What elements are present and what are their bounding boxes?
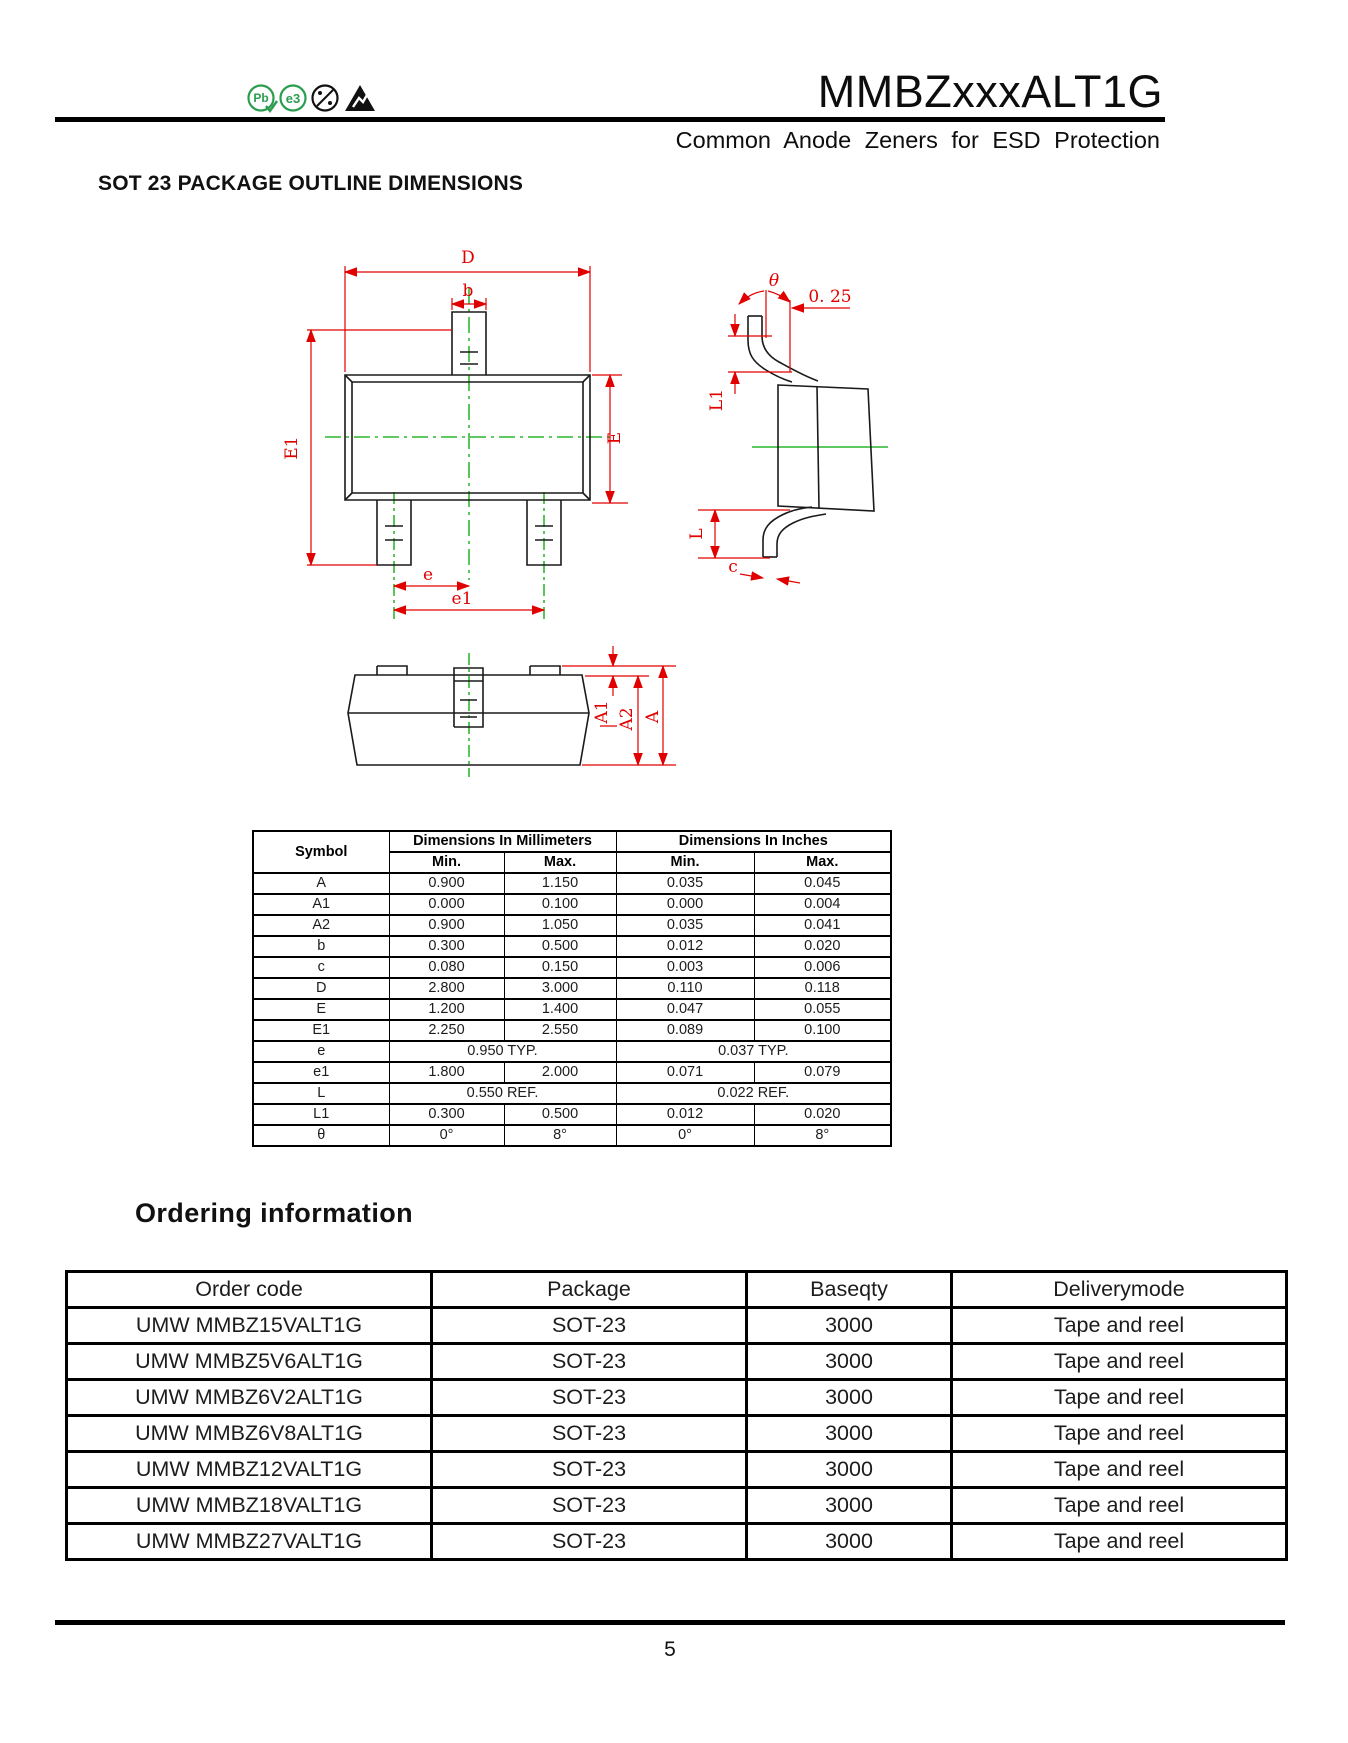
section-title: SOT 23 PACKAGE OUTLINE DIMENSIONS — [98, 172, 524, 195]
table-cell: 0.071 — [616, 1062, 754, 1083]
pb-label: Pb — [253, 91, 269, 105]
table-row — [253, 936, 891, 957]
table-cell: SOT-23 — [432, 1488, 747, 1524]
dim-label-A2: A2 — [617, 707, 637, 731]
table-row — [253, 1104, 891, 1125]
table-cell: SOT-23 — [432, 1344, 747, 1380]
table-cell: b — [253, 936, 389, 957]
dim-label-c: c — [728, 557, 738, 577]
col-group-mm: Dimensions In Millimeters — [389, 831, 616, 852]
table-cell: 0.079 — [754, 1062, 891, 1083]
dim-label-b: b — [462, 281, 474, 301]
table-cell: 2.550 — [504, 1020, 616, 1041]
col-header-order-code: Order code — [67, 1272, 432, 1308]
table-cell: 0.012 — [616, 936, 754, 957]
table-cell: 1.200 — [389, 999, 504, 1020]
table-cell: 0.080 — [389, 957, 504, 978]
table-cell: 1.400 — [504, 999, 616, 1020]
page-number: 5 — [664, 1638, 676, 1661]
table-cell: 0.550 REF. — [389, 1083, 616, 1104]
table-cell: 0.003 — [616, 957, 754, 978]
table-cell: 0.500 — [504, 936, 616, 957]
table-cell: 2.000 — [504, 1062, 616, 1083]
document-subtitle: Common Anode Zeners for ESD Protection — [675, 127, 1160, 153]
e3-label: e3 — [285, 91, 301, 106]
table-cell: 0.006 — [754, 957, 891, 978]
table-cell: 0.020 — [754, 936, 891, 957]
table-cell: 0.089 — [616, 1020, 754, 1041]
table-cell: Tape and reel — [952, 1452, 1287, 1488]
table-row — [253, 915, 891, 936]
table-cell: 3000 — [747, 1452, 952, 1488]
table-cell: 8° — [754, 1125, 891, 1146]
ordering-heading: Ordering information — [135, 1198, 413, 1228]
table-cell: 0.047 — [616, 999, 754, 1020]
table-cell: 0.900 — [389, 915, 504, 936]
compliance-logos — [246, 82, 386, 121]
table-row — [67, 1380, 1287, 1416]
table-cell: UMW MMBZ6V2ALT1G — [67, 1380, 432, 1416]
dim-label-E1: E1 — [282, 436, 302, 460]
col-header-deliverymode: Deliverymode — [952, 1272, 1287, 1308]
table-cell: Tape and reel — [952, 1488, 1287, 1524]
table-row — [67, 1272, 1287, 1308]
table-row — [253, 1062, 891, 1083]
table-cell: 0° — [616, 1125, 754, 1146]
col-header-in-max: Max. — [754, 852, 891, 873]
table-cell: 8° — [504, 1125, 616, 1146]
table-cell: 0.041 — [754, 915, 891, 936]
dimension-lines — [307, 266, 850, 765]
dim-label-offset: 0. 25 — [808, 287, 852, 307]
table-cell: SOT-23 — [432, 1524, 747, 1560]
table-cell: 1.050 — [504, 915, 616, 936]
table-cell: 0.110 — [616, 978, 754, 999]
dim-label-E: E — [605, 431, 625, 445]
table-row — [253, 1020, 891, 1041]
table-cell: L — [253, 1083, 389, 1104]
table-cell: 3000 — [747, 1488, 952, 1524]
table-cell: 0.000 — [616, 894, 754, 915]
dim-label-D: D — [461, 248, 475, 268]
table-cell: 1.800 — [389, 1062, 504, 1083]
table-cell: UMW MMBZ6V8ALT1G — [67, 1416, 432, 1452]
table-cell: 2.250 — [389, 1020, 504, 1041]
table-cell: UMW MMBZ15VALT1G — [67, 1308, 432, 1344]
table-cell: e — [253, 1041, 389, 1062]
esd-warning-icon — [345, 85, 375, 111]
table-row — [253, 894, 891, 915]
col-header-in-min: Min. — [616, 852, 754, 873]
table-cell: SOT-23 — [432, 1380, 747, 1416]
table-cell: E1 — [253, 1020, 389, 1041]
table-cell: 0.118 — [754, 978, 891, 999]
table-cell: E — [253, 999, 389, 1020]
table-cell: UMW MMBZ27VALT1G — [67, 1524, 432, 1560]
table-cell: 0° — [389, 1125, 504, 1146]
table-cell: 1.150 — [504, 873, 616, 894]
table-cell: 0.055 — [754, 999, 891, 1020]
table-cell: 0.300 — [389, 936, 504, 957]
dim-label-e: e — [422, 565, 434, 585]
table-cell: 0.004 — [754, 894, 891, 915]
table-row — [253, 1125, 891, 1146]
table-row — [67, 1524, 1287, 1560]
table-cell: 0.300 — [389, 1104, 504, 1125]
table-cell: 0.950 TYP. — [389, 1041, 616, 1062]
table-cell: 0.045 — [754, 873, 891, 894]
table-row — [67, 1416, 1287, 1452]
table-cell: 0.500 — [504, 1104, 616, 1125]
table-cell: A2 — [253, 915, 389, 936]
col-header-baseqty: Baseqty — [747, 1272, 952, 1308]
dim-label-L: L — [687, 528, 707, 540]
table-cell: 0.022 REF. — [616, 1083, 891, 1104]
table-row — [67, 1344, 1287, 1380]
table-cell: 3000 — [747, 1524, 952, 1560]
table-cell: UMW MMBZ18VALT1G — [67, 1488, 432, 1524]
table-cell: 0.150 — [504, 957, 616, 978]
document-title: MMBZxxxALT1G — [817, 66, 1163, 117]
table-cell: D — [253, 978, 389, 999]
table-cell: L1 — [253, 1104, 389, 1125]
table-cell: θ — [253, 1125, 389, 1146]
col-header-mm-max: Max. — [504, 852, 616, 873]
package-outline-drawing — [0, 225, 1348, 800]
table-cell: 2.800 — [389, 978, 504, 999]
col-header-mm-min: Min. — [389, 852, 504, 873]
table-cell: UMW MMBZ12VALT1G — [67, 1452, 432, 1488]
table-cell: e1 — [253, 1062, 389, 1083]
table-row — [253, 999, 891, 1020]
table-row — [67, 1488, 1287, 1524]
table-cell: 0.012 — [616, 1104, 754, 1125]
table-row — [67, 1308, 1287, 1344]
table-row — [67, 1452, 1287, 1488]
table-cell: c — [253, 957, 389, 978]
table-cell: A1 — [253, 894, 389, 915]
table-cell: 3000 — [747, 1308, 952, 1344]
dim-label-L1: L1 — [707, 388, 727, 412]
table-cell: 3000 — [747, 1344, 952, 1380]
table-cell: Tape and reel — [952, 1524, 1287, 1560]
ordering-table — [65, 1270, 1288, 1561]
table-cell: Tape and reel — [952, 1308, 1287, 1344]
table-cell: 3000 — [747, 1416, 952, 1452]
header-rule — [55, 117, 1165, 122]
footer-rule — [55, 1620, 1285, 1625]
table-cell: 0.037 TYP. — [616, 1041, 891, 1062]
e3-icon — [281, 86, 306, 111]
dimensions-table — [252, 830, 892, 1147]
table-row — [253, 873, 891, 894]
table-cell: Tape and reel — [952, 1380, 1287, 1416]
table-row — [253, 1041, 891, 1062]
table-cell: 0.100 — [754, 1020, 891, 1041]
table-row — [253, 1083, 891, 1104]
table-cell: SOT-23 — [432, 1308, 747, 1344]
table-cell: 0.100 — [504, 894, 616, 915]
table-cell: 3.000 — [504, 978, 616, 999]
table-cell: SOT-23 — [432, 1452, 747, 1488]
table-cell: 0.035 — [616, 915, 754, 936]
col-group-in: Dimensions In Inches — [616, 831, 891, 852]
table-cell: Tape and reel — [952, 1416, 1287, 1452]
table-cell: 0.020 — [754, 1104, 891, 1125]
table-cell: A — [253, 873, 389, 894]
table-cell: Tape and reel — [952, 1344, 1287, 1380]
dim-label-e1: e1 — [451, 589, 473, 609]
col-header-symbol: Symbol — [253, 831, 389, 873]
table-cell: SOT-23 — [432, 1416, 747, 1452]
table-cell: 0.900 — [389, 873, 504, 894]
table-cell: UMW MMBZ5V6ALT1G — [67, 1344, 432, 1380]
table-cell: 0.000 — [389, 894, 504, 915]
pb-free-icon — [249, 86, 278, 112]
table-row — [253, 957, 891, 978]
table-cell: 3000 — [747, 1380, 952, 1416]
table-cell: 0.035 — [616, 873, 754, 894]
halogen-free-icon — [313, 86, 338, 111]
dim-label-theta: θ — [768, 271, 780, 291]
table-row — [253, 831, 891, 852]
dim-label-A1: A1 — [592, 700, 612, 724]
dim-label-A: A — [643, 710, 663, 724]
table-row — [253, 978, 891, 999]
col-header-package: Package — [432, 1272, 747, 1308]
